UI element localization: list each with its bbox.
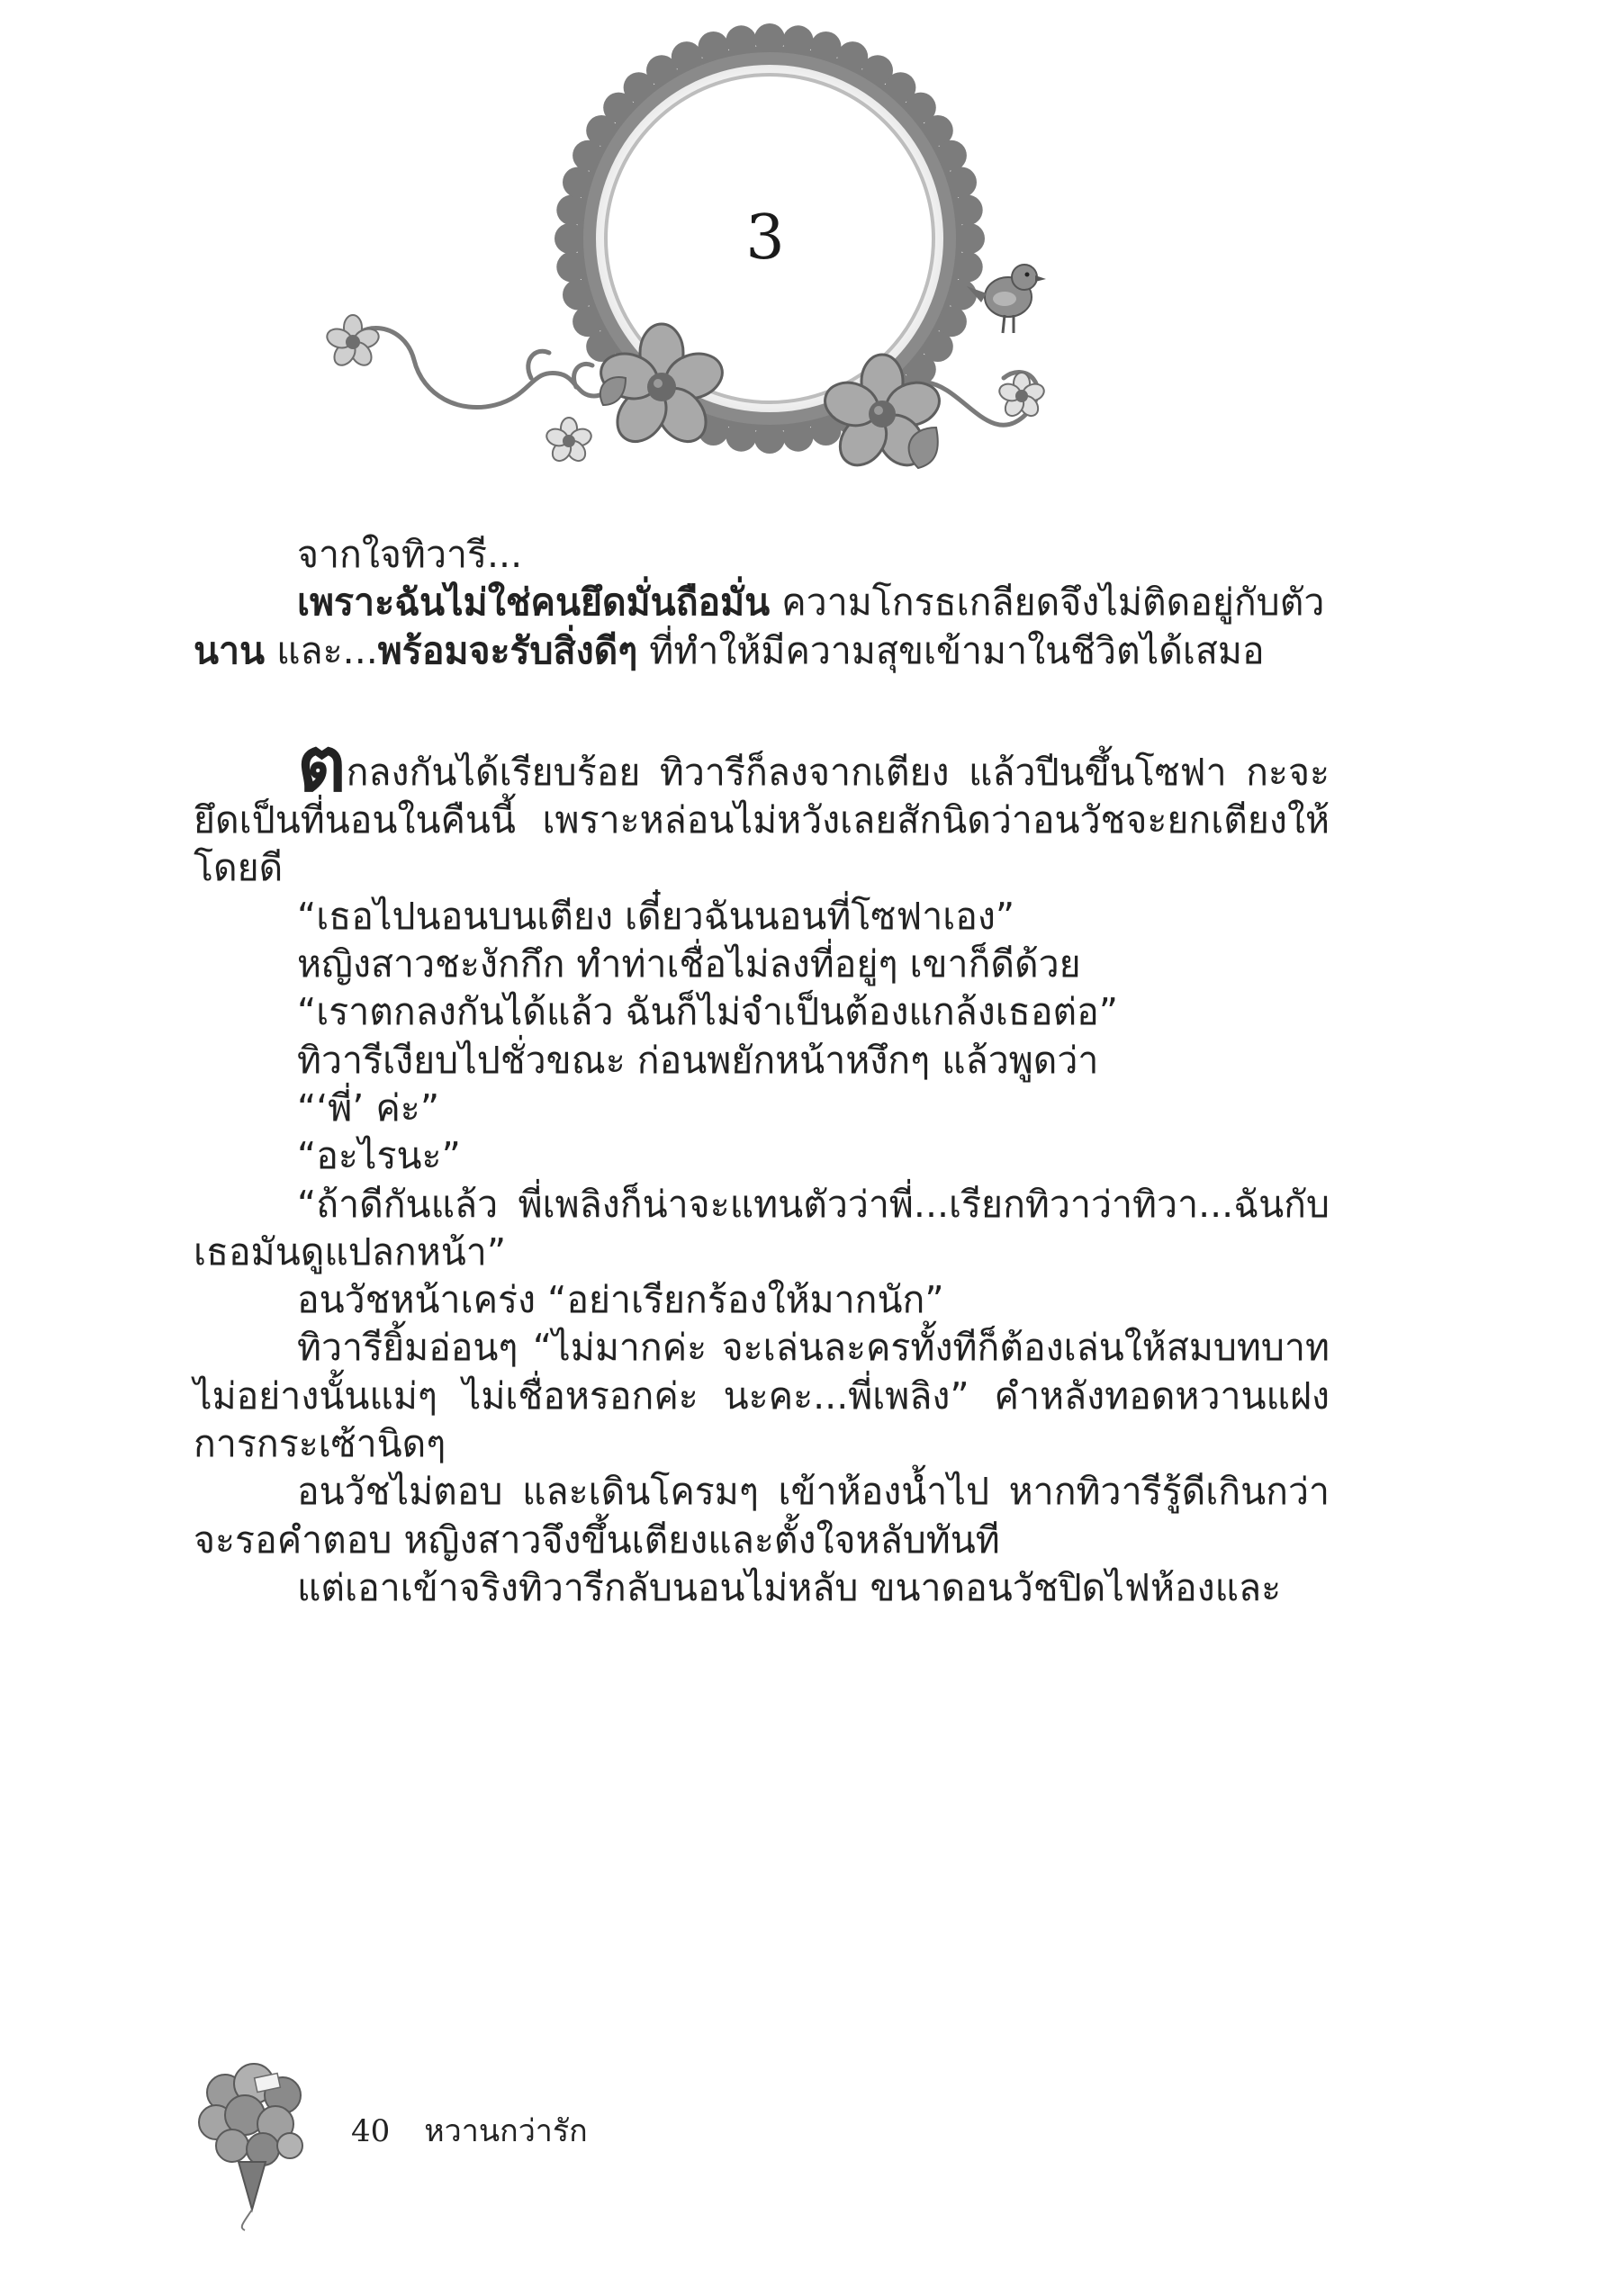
chapter-body [194,531,1330,1612]
dialogue-line: “เราตกลงกันได้แล้ว ฉันก็ไม่จำเป็นต้องแกล้งเธอต่อ” [297,990,1118,1034]
chapter-number: 3 [745,203,785,274]
wreath-scallop [754,23,785,54]
intro-quote [194,579,1330,675]
wreath-scallop [952,194,983,225]
wreath-scallop [555,223,585,254]
intro-bold-phrase-2: พร้อมจะรับสิ่งดีๆ [377,628,638,672]
intro-text-mid: และ... [265,628,378,672]
flower-bottom-small [545,418,593,464]
footer-running-head [351,2106,588,2155]
intro-text-end: ที่ทำให้มีความสุขเข้ามาในชีวิตได้เสมอ [637,628,1265,672]
wreath-scallop [783,421,814,452]
dialogue-line: “อะไรนะ” [297,1134,461,1178]
wreath-scallop [952,252,983,283]
wreath-scallop [726,25,756,56]
intro-text: ความโกรธเกลียดจึงไม่ติดอยู่กับตัว [770,581,1325,625]
wreath-scallop [563,280,593,311]
section-gap [194,675,1330,734]
narration-line: หญิงสาวชะงักกึก ทำท่าเชื่อไม่ลงที่อยู่ๆ เขาก็ดีด้วย [297,942,1081,986]
book-title: หวานกว่ารัก [424,2113,588,2149]
wreath-scallop [783,25,814,56]
narration-line: ทิวารียิ้มอ่อนๆ “ไม่มากค่ะ จะเล่นละครทั้งทีก็ต้องเล่นให้สมบทบาท ไม่อย่างนั้นแม่ๆ ไม่เชื่อหรอกค่ะ นะคะ...พี่เพลิง” คำหลังทอดหวานแฝงการกระเซ้านิดๆ [194,1326,1330,1466]
wreath-scallop [556,252,587,283]
wreath-scallop [946,167,977,198]
narration-line: อนวัชหน้าเคร่ง “อย่าเรียกร้องให้มากนัก” [297,1278,944,1322]
wreath-scallop [754,423,785,454]
narration-line: ทิวารีเงียบไปชั่วขณะ ก่อนพยักหน้าหงึกๆ แล้วพูดว่า [297,1038,1099,1082]
wreath-scallop [699,32,729,62]
wreath-scallop [726,421,756,452]
wreath-scallop [946,280,977,311]
dialogue-line: “ถ้าดีกันแล้ว พี่เพลิงก็น่าจะแทนตัวว่าพี่...เรียกทิวาว่าทิวา...ฉันกับเธอมันดูแปลกหน้า” [194,1182,1330,1274]
story-paragraph-text: กลงกันได้เรียบร้อย ทิวารีก็ลงจากเตียง แล้วปีนขึ้นโซฟา กะจะยึดเป็นที่นอนในคืนนี้ เพราะหล่อนไม่หวังเลยสักนิดว่าอนวัชจะยกเตียงให้โดยดี [194,750,1330,890]
story-paragraph [194,718,1330,893]
narration-line: แต่เอาเข้าจริงทิวารีกลับนอนไม่หลับ ขนาดอนวัชปิดไฟห้องและ [297,1565,1282,1609]
page-footer [189,2052,999,2295]
intro-bold-phrase: เพราะฉันไม่ใช่คนยึดมั่นถือมั่น [297,581,771,625]
wreath-scallop [563,167,593,198]
rose-bouquet-icon [189,2052,315,2232]
drop-cap: ต [297,718,347,808]
dialogue-line: “‘พี่’ ค่ะ” [297,1085,440,1130]
dialogue-line: “เธอไปนอนบนเตียง เดี๋ยวฉันนอนที่โซฟาเอง” [297,894,1015,938]
page-number: 40 [351,2113,391,2149]
wreath-scallop [954,223,985,254]
wreath-scallop [556,194,587,225]
narration-line: อนวัชไม่ตอบ และเดินโครมๆ เข้าห้องน้ำไป หากทิวารีรู้ดีเกินกว่าจะรอคำตอบ หญิงสาวจึงขึ้นเตียงและตั้งใจหลับทันที [194,1470,1330,1562]
intro-heading: จากใจทิวารี... [297,533,523,576]
intro-bold-word: นาน [194,628,266,672]
flower-left-small [325,315,382,369]
wreath-scallop [811,32,842,62]
